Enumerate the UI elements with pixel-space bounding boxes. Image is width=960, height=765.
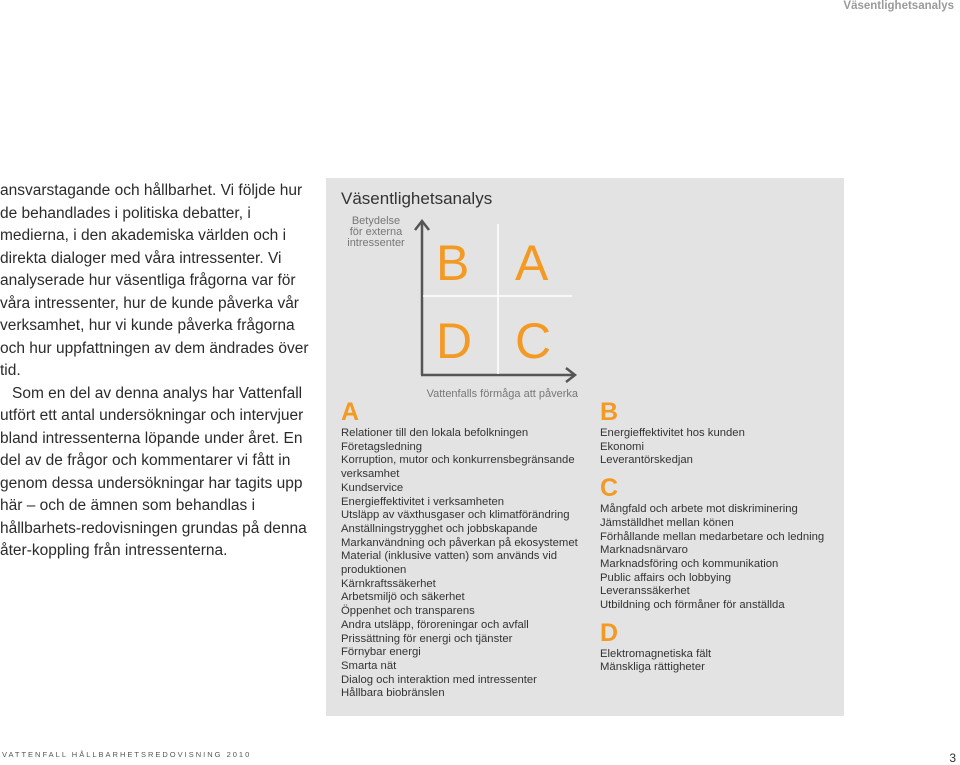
list-item: Kärnkraftssäkerhet bbox=[341, 577, 436, 590]
list-item: Utsläpp av växthusgaser och klimatförändring bbox=[341, 509, 570, 522]
group-column-right bbox=[600, 400, 840, 675]
group-letter: A bbox=[341, 398, 360, 426]
quadrant-c-label: C bbox=[515, 313, 552, 369]
group-item-list bbox=[600, 427, 840, 468]
list-item: Hållbara biobränslen bbox=[341, 687, 445, 700]
group-b bbox=[600, 400, 840, 468]
footer-publication: VATTENFALL HÅLLBARHETSREDOVISNING 2010 bbox=[2, 750, 252, 759]
body-text bbox=[0, 180, 312, 563]
list-item: Arbetsmiljö och säkerhet bbox=[341, 591, 465, 604]
list-item: Korruption, mutor och konkurrensbegränsande verksamhet bbox=[341, 454, 575, 481]
list-item: Relationer till den lokala befolkningen bbox=[341, 427, 529, 439]
list-item: Andra utsläpp, föroreningar och avfall bbox=[341, 618, 529, 631]
group-c bbox=[600, 476, 840, 613]
quadrant-a-label: A bbox=[515, 235, 549, 291]
x-axis-label: Vattenfalls förmåga att påverka bbox=[426, 388, 578, 400]
list-item: Leverantörskedjan bbox=[600, 454, 693, 467]
list-item: Mänskliga rättigheter bbox=[600, 661, 705, 674]
panel-title: Väsentlighetsanalys bbox=[341, 189, 493, 208]
page-number: 3 bbox=[949, 751, 956, 765]
list-item: Markanvändning och påverkan på ekosystemet bbox=[341, 536, 578, 549]
list-item: Förnybar energi bbox=[341, 646, 421, 659]
quadrant-d-label: D bbox=[436, 313, 473, 369]
list-item: Kundservice bbox=[341, 481, 404, 494]
body-paragraph-1: ansvarstagande och hållbarhet. Vi följde hur de behandlades i politiska debatter, i medierna, i den akademiska världen och i direkta dialoger med våra intressenter. Vi analyserade hur väsentliga frågorna var för våra intressenter, hur de kunde påverka vår verksamhet, hur vi kunde påverka frågorna och hur uppfattningen av dem ändrades över tid. bbox=[0, 182, 309, 379]
body-paragraph-2: Som en del av denna analys har Vattenfall utfört ett antal undersökningar och intervjuer bland intressenterna löpande under året. En del av de frågor och kommentarer vi fått in genom dessa undersökningar har tagits upp här – och de ämnen som behandlas i hållbarhets-redovisningen grundas på denna åter-koppling från intressenterna. bbox=[0, 384, 307, 559]
list-item: Smarta nät bbox=[341, 659, 397, 672]
list-item: Material (inklusive vatten) som används vid produktionen bbox=[341, 550, 557, 577]
list-item: Företagsledning bbox=[341, 440, 423, 453]
list-item: Leveranssäkerhet bbox=[600, 585, 690, 598]
list-item: Prissättning för energi och tjänster bbox=[341, 632, 513, 645]
group-a bbox=[341, 400, 591, 701]
y-axis-label: Betydelse för externa intressenter bbox=[347, 215, 405, 249]
running-header: Väsentlighetsanalys bbox=[843, 0, 954, 12]
group-letter: D bbox=[600, 618, 619, 647]
materiality-panel bbox=[326, 178, 844, 716]
list-item: Utbildning och förmåner för anställda bbox=[600, 599, 785, 612]
group-letter: B bbox=[600, 398, 619, 426]
matrix-axes bbox=[326, 178, 844, 388]
list-item: Dialog och interaktion med intressenter bbox=[341, 673, 537, 686]
list-item: Marknadsnärvaro bbox=[600, 544, 688, 557]
list-item: Jämställdhet mellan könen bbox=[600, 516, 734, 529]
list-item: Öppenhet och transparens bbox=[341, 605, 475, 618]
list-item: Marknadsföring och kommunikation bbox=[600, 557, 779, 570]
group-letter: C bbox=[600, 474, 619, 503]
list-item: Mångfald och arbete mot diskriminering bbox=[600, 503, 798, 516]
group-column-left bbox=[341, 400, 591, 701]
group-d bbox=[600, 618, 840, 675]
group-item-list bbox=[600, 503, 840, 613]
list-item: Förhållande mellan medarbetare och ledning bbox=[600, 530, 825, 543]
group-item-list bbox=[600, 648, 840, 675]
quadrant-b-label: B bbox=[436, 235, 470, 291]
list-item: Energieffektivitet hos kunden bbox=[600, 427, 745, 439]
group-item-list bbox=[341, 427, 591, 701]
list-item: Elektromagnetiska fält bbox=[600, 647, 712, 660]
list-item: Public affairs och lobbying bbox=[600, 571, 732, 584]
list-item: Anställningstrygghet och jobbskapande bbox=[341, 522, 538, 535]
list-item: Ekonomi bbox=[600, 440, 644, 453]
list-item: Energieffektivitet i verksamheten bbox=[341, 495, 505, 508]
